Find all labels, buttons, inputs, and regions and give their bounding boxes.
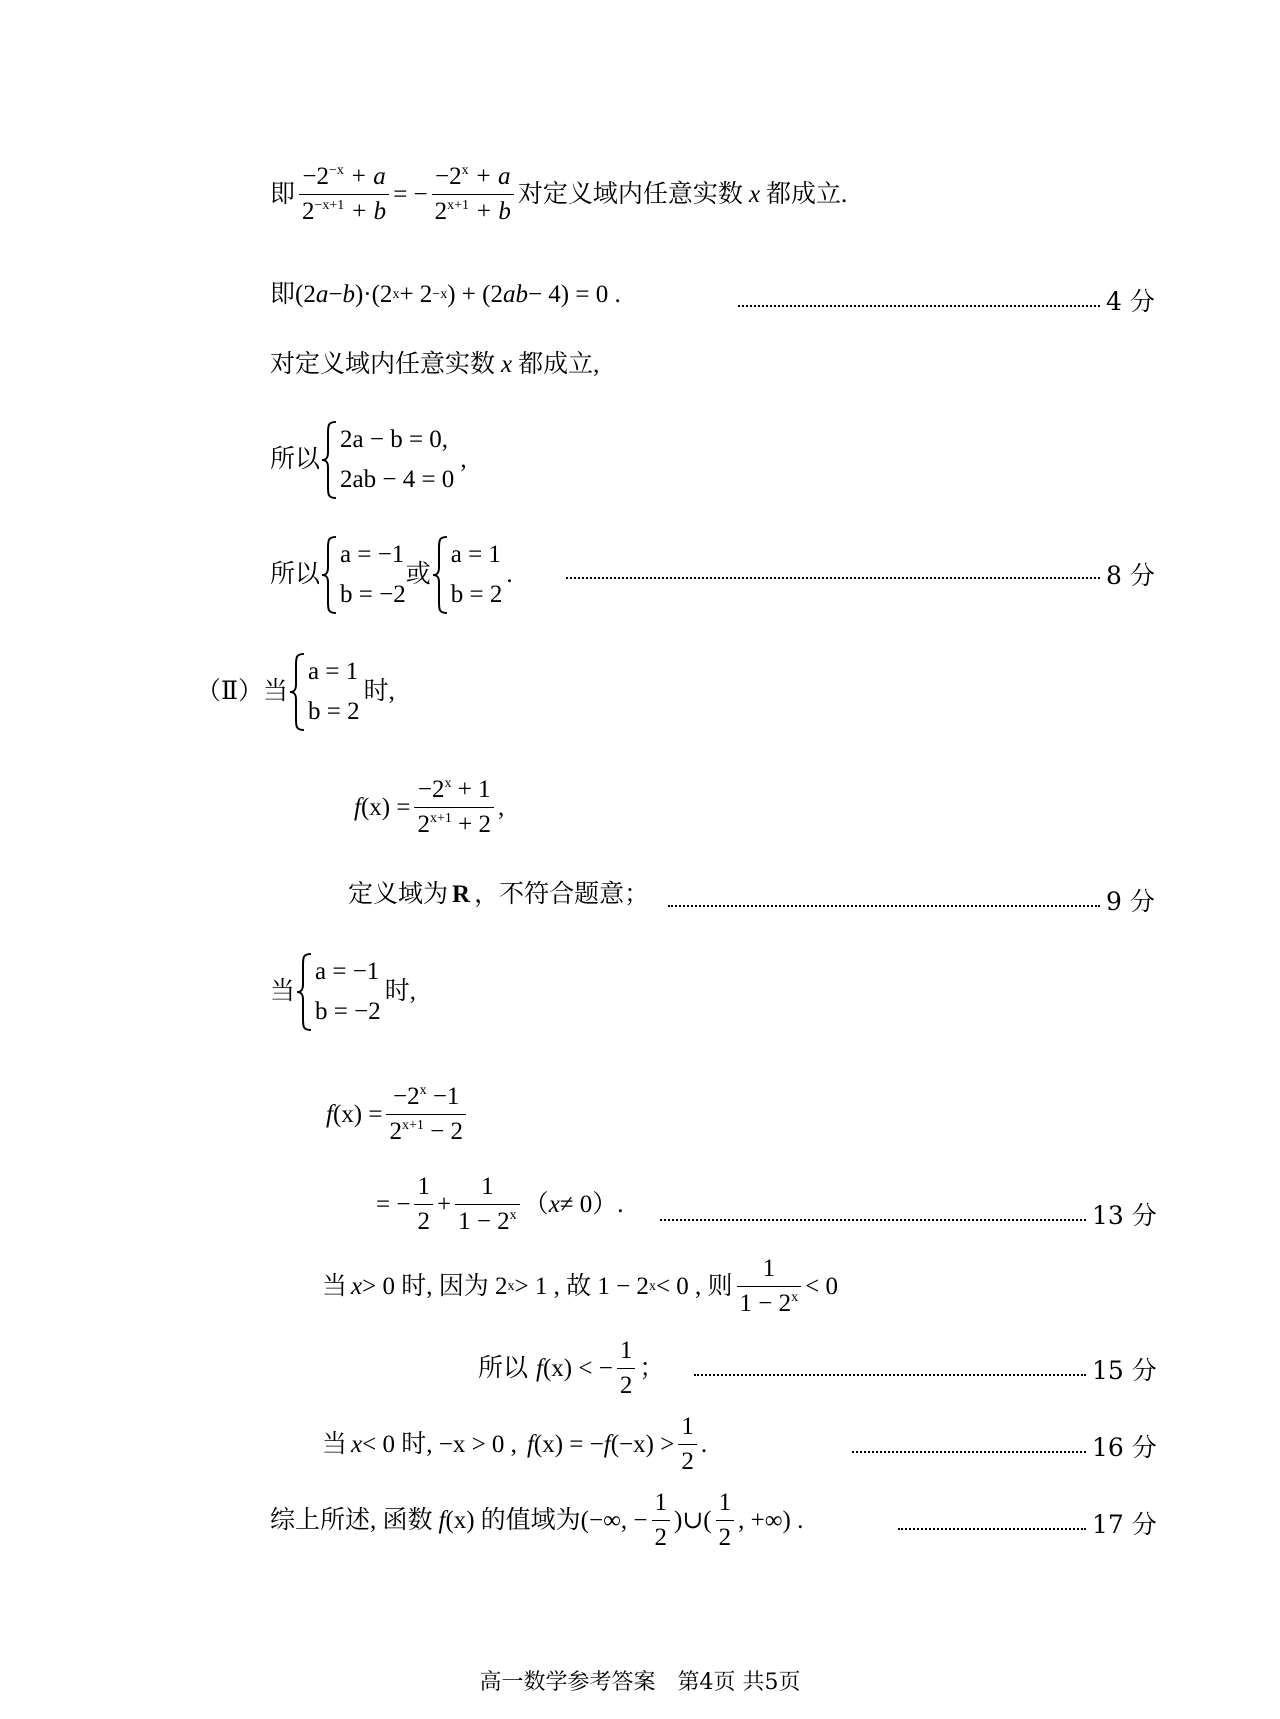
score-16: 16 分 — [1092, 1433, 1157, 1462]
system-line-6: （Ⅱ）当 a = 1 b = 2 时, — [196, 650, 395, 734]
fraction-half: $\frac{1}{2}$ — [678, 1412, 697, 1477]
left-brace-icon — [288, 652, 306, 732]
dot-leader — [694, 1374, 1086, 1376]
equation-system-2: a = 1 b = 2 — [431, 535, 503, 615]
var-x: x — [748, 180, 761, 208]
text-line-8: 定义域为 R ，不符合题意； — [348, 881, 650, 908]
dot-leader — [660, 1219, 1086, 1221]
score-4: 4 分 — [1106, 287, 1155, 316]
fraction: $\frac{-2^x + 1}{2^{x+1} + 2}$ — [414, 775, 494, 840]
fraction-half: $\frac{1}{2}$ — [652, 1488, 671, 1553]
equation-line-14: 当 x < 0 时, −x > 0 , f (x) = − f (−x) > $\frac{1}{2}$ . — [322, 1413, 708, 1475]
fraction-half: $\frac{1}{2}$ — [617, 1336, 636, 1401]
left-brace-icon — [320, 420, 338, 500]
text-line-3: 对定义域内任意实数 x 都成立, — [270, 351, 600, 378]
fraction-half: $\frac{1}{2}$ — [414, 1172, 433, 1237]
fraction-rhs: $\frac{-2^x + a}{2^{x+1} + b}$ — [432, 162, 514, 227]
left-brace-icon — [295, 952, 313, 1032]
fraction: $\frac{1}{1 - 2^x}$ — [737, 1254, 802, 1319]
score-17: 17 分 — [1092, 1510, 1157, 1539]
equation-system-1: a = −1 b = −2 — [320, 535, 406, 615]
fraction: $\frac{-2^x -1}{2^{x+1} - 2}$ — [386, 1082, 466, 1147]
equation-line-2: 即 (2 a − b )·(2 x + 2 −x ) + (2 ab − 4) = 0 . — [270, 281, 621, 308]
equation-system: a = 1 b = 2 — [288, 652, 360, 732]
dot-leader — [668, 905, 1100, 907]
equals-sign: = − — [393, 180, 428, 208]
score-13: 13 分 — [1092, 1201, 1157, 1230]
equation-line-13: 所以 f (x) < − $\frac{1}{2}$ ； — [478, 1337, 665, 1399]
equation-line-11: = − $\frac{1}{2}$ + $\frac{1}{1 - 2^x}$ （ x ≠ 0）. — [376, 1173, 624, 1235]
text-ji: 即 — [270, 180, 296, 208]
dot-leader — [738, 305, 1100, 307]
equation-system: 2a − b = 0, 2ab − 4 = 0 — [320, 420, 454, 500]
dot-leader — [852, 1451, 1086, 1453]
left-brace-icon — [320, 535, 338, 615]
text-suffix2: 都成立. — [766, 180, 848, 208]
text-suffix: 对定义域内任意实数 — [517, 180, 743, 208]
left-brace-icon — [431, 535, 449, 615]
system-line-9: 当 a = −1 b = −2 时, — [270, 950, 416, 1034]
dot-leader — [898, 1528, 1086, 1530]
fraction-half: $\frac{1}{2}$ — [716, 1488, 735, 1553]
equation-line-7: f (x) = $\frac{-2^x + 1}{2^{x+1} + 2}$ , — [354, 776, 505, 838]
dot-leader — [566, 577, 1100, 579]
score-9: 9 分 — [1106, 887, 1155, 916]
system-line-5: 所以 a = −1 b = −2 或 a = 1 b = 2 . — [270, 533, 513, 617]
fraction-reciprocal: $\frac{1}{1 - 2^x}$ — [455, 1172, 520, 1237]
equation-system: a = −1 b = −2 — [295, 952, 381, 1032]
page-footer: 高一数学参考答案 第4页 共5页 — [479, 1670, 801, 1695]
equation-line-12: 当 x > 0 时, 因为 2 x > 1 , 故 1 − 2 x < 0 , 则 $\frac{1}{1 - 2^x}$ < 0 — [322, 1255, 839, 1317]
equation-line-15: 综上所述, 函数 f (x) 的值域为 (−∞, − $\frac{1}{2}$ )∪( $\frac{1}{2}$ , +∞) . — [270, 1489, 804, 1551]
score-8: 8 分 — [1106, 561, 1155, 590]
fraction-lhs: $\frac{-2^{-x} + a}{2^{-x+1} + b}$ — [299, 162, 389, 227]
system-line-4: 所以 2a − b = 0, 2ab − 4 = 0 , — [270, 418, 467, 502]
equation-line-10: f (x) = $\frac{-2^x -1}{2^{x+1} - 2}$ — [326, 1082, 470, 1147]
equation-line-1 — [270, 162, 847, 227]
score-15: 15 分 — [1092, 1356, 1157, 1385]
